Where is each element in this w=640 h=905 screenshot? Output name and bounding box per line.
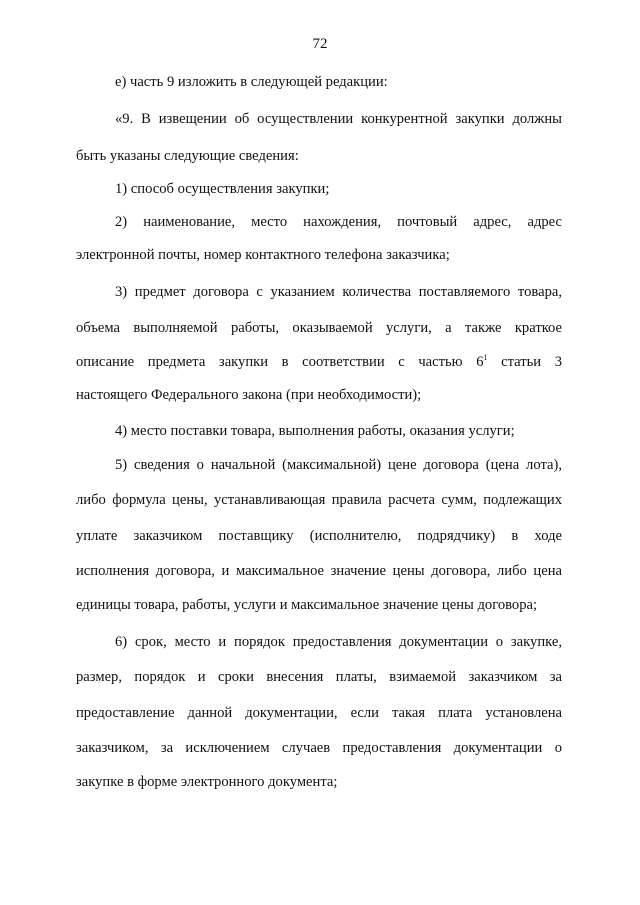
- text-line: 6) срок, место и порядок предоставления документации о закупке,: [115, 634, 562, 650]
- reference-number: 6: [476, 354, 484, 370]
- text-line: 5) сведения о начальной (максимальной) цене договора (цена лота),: [115, 457, 562, 473]
- text-line: 3) предмет договора с указанием количества поставляемого товара,: [115, 284, 562, 300]
- text-line: 1) способ осуществления закупки;: [115, 181, 330, 197]
- page-number: 72: [312, 36, 328, 52]
- text-line: заказчиком, за исключением случаев предоставления документации о: [76, 740, 562, 756]
- text-line: настоящего Федерального закона (при необходимости);: [76, 387, 422, 403]
- text-line: объема выполняемой работы, оказываемой услуги, а также краткое: [76, 320, 562, 336]
- text-line: исполнения договора, и максимальное значение цены договора, либо цена: [76, 563, 562, 579]
- text-line: закупке в форме электронного документа;: [76, 774, 338, 790]
- legal-reference: [476, 354, 487, 370]
- text-line: либо формула цены, устанавливающая правила расчета сумм, подлежащих: [76, 492, 562, 508]
- text-line-part: описание предмета закупки в соответствии с частью: [76, 354, 463, 370]
- text-line: «9. В извещении об осуществлении конкурентной закупки должны: [115, 111, 562, 127]
- text-line: е) часть 9 изложить в следующей редакции:: [115, 74, 388, 90]
- text-line: уплате заказчиком поставщику (исполнителю, подрядчику) в ходе: [76, 528, 562, 544]
- reference-superscript: 1: [483, 353, 488, 362]
- text-line: [76, 352, 562, 372]
- text-line: размер, порядок и сроки внесения платы, взимаемой заказчиком за: [76, 669, 562, 685]
- text-line: предоставление данной документации, если такая плата установлена: [76, 705, 562, 721]
- text-line: электронной почты, номер контактного телефона заказчика;: [76, 247, 450, 263]
- text-line: быть указаны следующие сведения:: [76, 148, 299, 164]
- text-line-part: статьи 3: [501, 354, 563, 370]
- text-line: единицы товара, работы, услуги и максимальное значение цены договора;: [76, 597, 538, 613]
- text-line: 4) место поставки товара, выполнения работы, оказания услуги;: [115, 423, 515, 439]
- text-line: 2) наименование, место нахождения, почтовый адрес, адрес: [115, 214, 562, 230]
